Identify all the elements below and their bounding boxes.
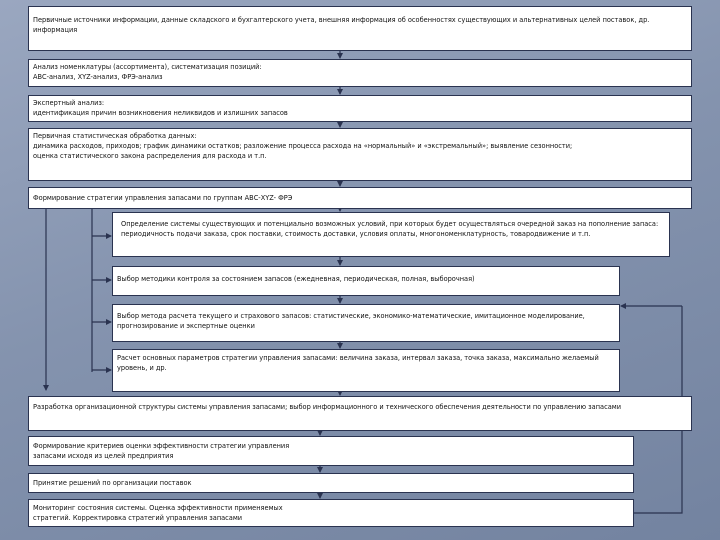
box-text: Расчет основных параметров стратегии управления запасами: величина заказа, интервал заказа, точка заказа, максимально желаемый — [117, 354, 599, 362]
box-primary-sources — [28, 6, 692, 51]
box-parameters-calc — [112, 349, 620, 392]
box-ordering-system — [112, 212, 670, 257]
box-text: Анализ номенклатуры (ассортимента), систематизация позиций: — [33, 63, 262, 71]
box-text: Принятие решений по организации поставок — [33, 479, 192, 487]
box-text: прогнозирование и экспертные оценки — [117, 321, 255, 330]
box-strategy-formation — [28, 187, 692, 209]
box-text: Выбор метода расчета текущего и страхового запасов: статистические, экономико-математические, имитационное моделирование, — [117, 312, 585, 320]
box-text: стратегий. Корректировка стратегий управления запасами — [33, 513, 243, 522]
box-nomenclature-analysis — [28, 59, 692, 87]
box-text: идентификация причин возникновения неликвидов и излишних запасов — [33, 108, 288, 117]
box-expert-analysis — [28, 95, 692, 122]
box-text: АВС-анализ, XYZ-анализ, ФРЭ-анализ — [33, 72, 163, 81]
box-text: Первичная статистическая обработка данных: — [33, 132, 197, 140]
box-text: уровень, и др. — [117, 363, 167, 372]
box-control-method — [112, 266, 620, 296]
box-stock-calc-method — [112, 304, 620, 342]
box-text: Формирование стратегии управления запасами по группам АВС-XYZ- ФРЭ — [33, 194, 293, 202]
box-text: динамика расходов, приходов; график динамики остатков; разложение процесса расхода на «нормальный» и «экстремальный»; выявление сезонности; — [33, 141, 573, 150]
box-text: Формирование критериев оценки эффективности стратегии управления — [33, 442, 290, 450]
box-text: запасами исходя из целей предприятия — [33, 451, 174, 460]
box-text: Экспертный анализ: — [33, 99, 105, 107]
box-text: Первичные источники информации, данные складского и бухгалтерского учета, внешняя информация об особенностях существующих и альтернативных целей поставок, др. информация — [33, 16, 650, 34]
box-text: оценка статистического закона распределения для расхода и т.п. — [33, 151, 267, 160]
box-decision-making — [28, 473, 634, 493]
box-text: периодичность подачи заказа, срок поставки, стоимость доставки, условия оплаты, многономенклатурность, товародвижение и т.п. — [121, 229, 591, 238]
box-org-structure — [28, 396, 692, 431]
box-statistical-processing — [28, 128, 692, 181]
box-text: Разработка организационной структуры системы управления запасами; выбор информационного и технического обеспечения деятельности по управлению запасами — [33, 403, 622, 411]
box-efficiency-criteria — [28, 436, 634, 466]
box-text: Определение системы существующих и потенциально возможных условий, при которых будет осуществляться очередной заказ на пополнение запаса: — [121, 220, 659, 228]
box-text: Выбор методики контроля за состоянием запасов (ежедневная, периодическая, полная, выборочная) — [117, 275, 475, 283]
box-monitoring — [28, 499, 634, 527]
box-text: Мониторинг состояния системы. Оценка эффективности применяемых — [33, 504, 283, 512]
